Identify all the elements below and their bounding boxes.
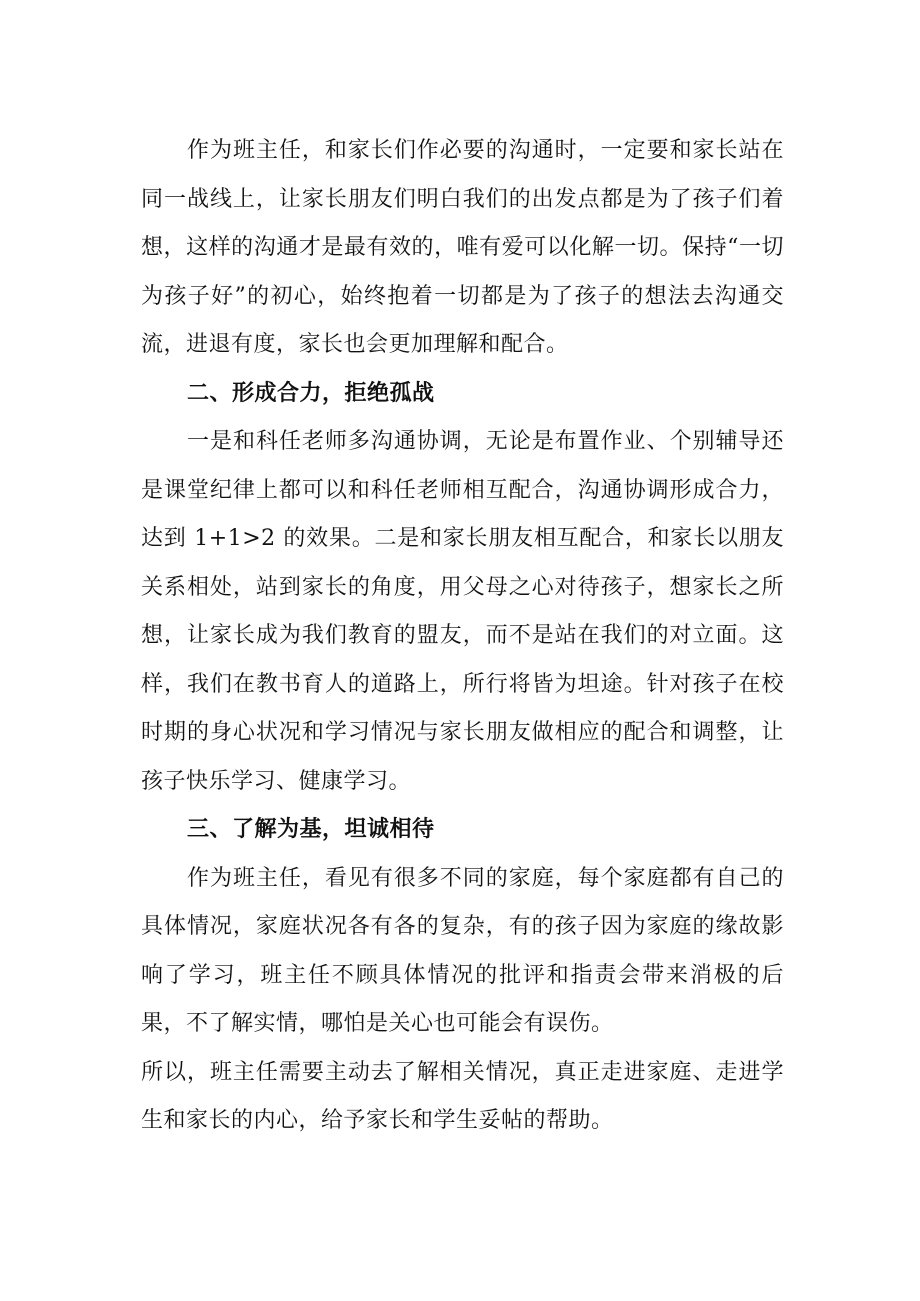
section-heading-2: 二、形成合力，拒绝孤战: [187, 380, 435, 406]
paragraph-communication: 作为班主任，和家长们作必要的沟通时，一定要和家长站在同一战线上，让家长朋友们明白我们的出发点都是为了孩子们着想，这样的沟通才是最有效的，唯有爱可以化解一切。保持“一切为孩子好”的初心，始终抱着一切都是为了孩子的想法去沟通交流，进退有度，家长也会更加理解和配合。: [141, 138, 784, 357]
section-heading-3: 三、了解为基，坦诚相待: [187, 817, 435, 842]
paragraph-conclusion: 所以，班主任需要主动去了解相关情况，真正走进家庭、走进学生和家长的内心，给予家长和学生妥帖的帮助。: [141, 1059, 784, 1133]
document-body: [141, 127, 784, 1146]
paragraph-cooperation: 一是和科任老师多沟通协调，无论是布置作业、个别辅导还是课堂纪律上都可以和科任老师相互配合，沟通协调形成合力，达到 1+1>2 的效果。二是和家长朋友相互配合，和家长以朋友关系相处，站到家长的角度，用父母之心对待孩子，想家长之所想，让家长成为我们教育的盟友，而不是站在我们的对立面。这样，我们在教书育人的道路上，所行将皆为坦途。针对孩子在校时期的身心状况和学习情况与家长朋友做相应的配合和调整，让孩子快乐学习、健康学习。: [141, 429, 784, 794]
paragraph-family-situation: 作为班主任，看见有很多不同的家庭，每个家庭都有自己的具体情况，家庭状况各有各的复杂，有的孩子因为家庭的缘故影响了学习，班主任不顾具体情况的批评和指责会带来消极的后果，不了解实情，哪怕是关心也可能会有误伤。: [141, 865, 784, 1036]
